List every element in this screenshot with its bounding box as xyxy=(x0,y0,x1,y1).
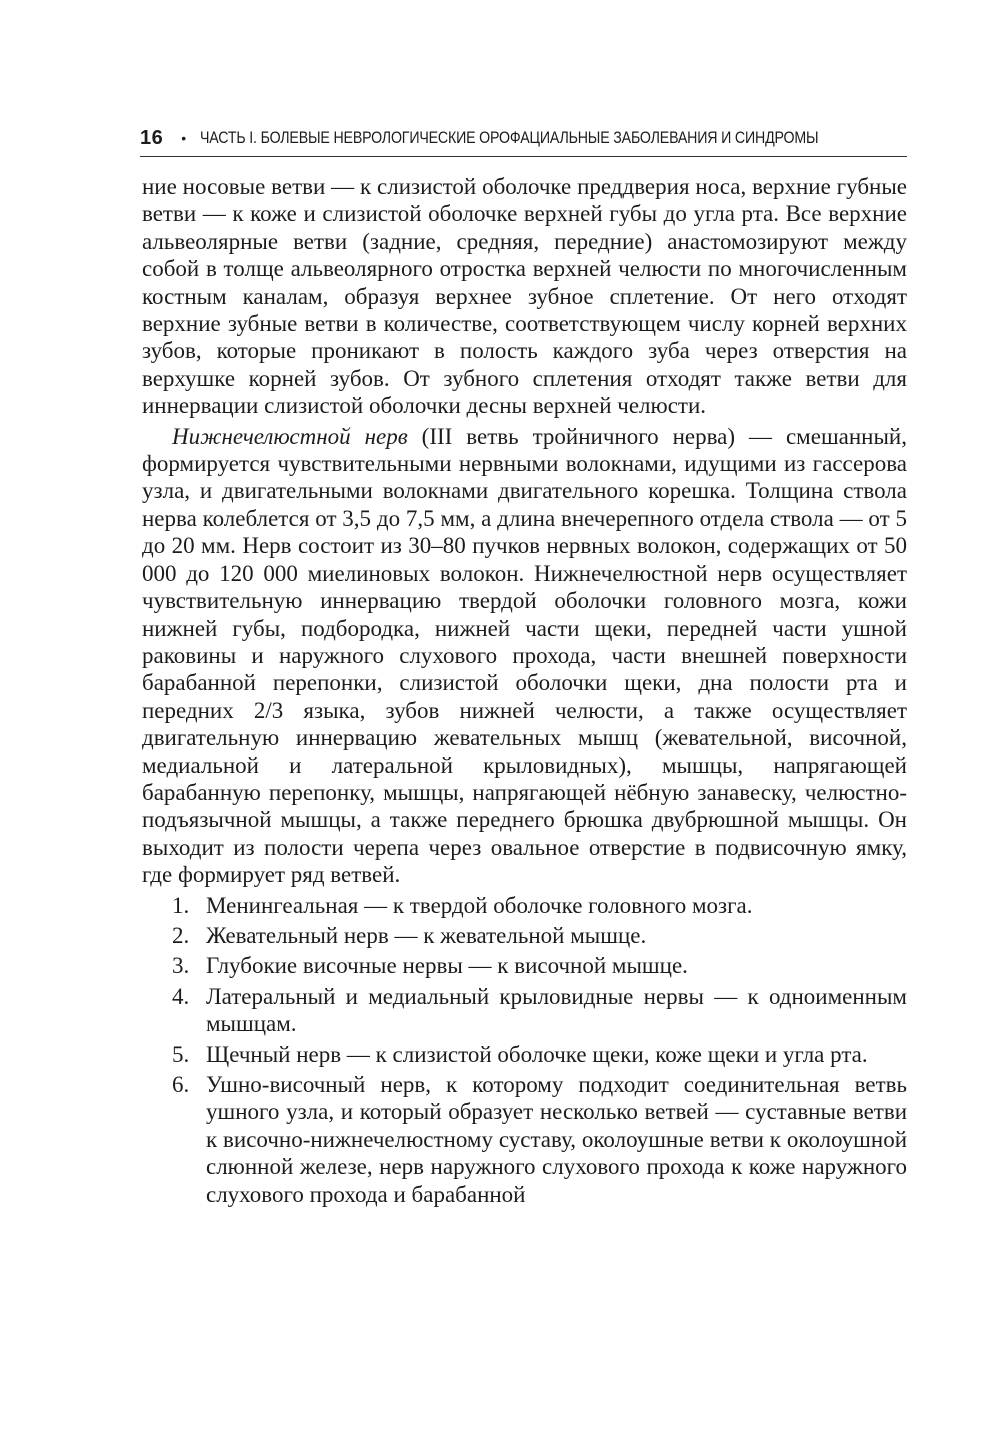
page-number: 16 xyxy=(140,126,164,149)
term-mandibular-nerve: Нижнечелюстной нерв xyxy=(172,423,408,449)
paragraph-mandibular-nerve xyxy=(142,423,907,889)
list-item xyxy=(142,1071,907,1208)
list-item-text: Ушно-височный нерв, к которому подходит соединительная ветвь ушного узла, и который образует несколько ветвей — суставные ветви к височно-нижнечелюстному суставу, околоушные ветви к околоушной слюнной железе, нерв наружного слухового прохода к коже наружного слухового прохода и барабанной xyxy=(206,1072,907,1207)
header-bullet: • xyxy=(181,130,187,146)
chapter-title: ЧАСТЬ I. БОЛЕВЫЕ НЕВРОЛОГИЧЕСКИЕ ОРОФАЦИАЛЬНЫЕ ЗАБОЛЕВАНИЯ И СИНДРОМЫ xyxy=(200,128,819,147)
list-item-text: Глубокие височные нервы — к височной мышце. xyxy=(206,953,688,979)
paragraph-upper-nerve-branches: ние носовые ветви — к слизистой оболочке преддверия носа, верхние губные ветви — к коже и слизистой оболочке верхней губы до угла рта. Все верхние альвеолярные ветви (задние, средняя, передние) анастомозируют между собой в толще альвеолярного отростка верхней челюсти по многочисленным костным каналам, образуя верхнее зубное сплетение. От него отходят верхние зубные ветви в количестве, соответствующем числу корней верхних зубов, которые проникают в полость каждого зуба через отверстия на верхушке корней зубов. От зубного сплетения отходят также ветви для иннервации слизистой оболочки десны верхней челюсти. xyxy=(142,174,907,419)
list-item xyxy=(142,1041,907,1068)
list-item-text: Жевательный нерв — к жевательной мышце. xyxy=(206,922,647,948)
list-item-number: 5. xyxy=(172,1041,190,1067)
paragraph-mandibular-nerve-text: (III ветвь тройничного нерва) — смешанный, формируется чувствительными нервными волокнами, идущими из гассерова узла, и двигательными волокнами двигательного корешка. Толщина ствола нерва колеблется от 3,5 до 7,5 мм, а длина внечерепного отдела ствола — от 5 до 20 мм. Нерв состоит из 30–80 пучков нервных волокон, содержащих от 50 000 до 120 000 миелиновых волокон. Нижнечелюстной нерв осуществляет чувствительную иннервацию твердой оболочки головного мозга, кожи нижней губы, подбородка, нижней части щеки, передней части ушной раковины и наружного слухового прохода, части внешней поверхности барабанной перепонки, слизистой оболочки щеки, дна полости рта и передних 2/3 языка, зубов нижней челюсти, а также осуществляет двигательную иннервацию жевательных мышц (жевательной, височной, медиальной и латеральной крыловидных), мышцы, напрягающей барабанную перепонку, мышцы, напрягающей нёбную занавеску, челюстно-подъязычной мышцы, а также переднего брюшка двубрюшной мышцы. Он выходит из полости черепа через овальное отверстие в подвисочную ямку, где формирует ряд ветвей. xyxy=(142,423,907,888)
list-item-text: Менингеальная — к твердой оболочке головного мозга. xyxy=(206,892,753,918)
running-header xyxy=(140,120,907,157)
list-item xyxy=(142,983,907,1038)
list-item-text: Латеральный и медиальный крыловидные нервы — к одноименным мышцам. xyxy=(206,983,907,1037)
list-item xyxy=(142,952,907,979)
list-item-number: 3. xyxy=(172,953,190,979)
list-item xyxy=(142,892,907,919)
list-item-number: 1. xyxy=(172,892,190,918)
branches-list xyxy=(142,892,907,1208)
list-item-number: 6. xyxy=(172,1072,190,1097)
list-item-text: Щечный нерв — к слизистой оболочке щеки, коже щеки и угла рта. xyxy=(206,1041,868,1067)
list-item xyxy=(142,922,907,949)
list-item-number: 2. xyxy=(172,922,190,948)
page-body xyxy=(142,173,907,1211)
list-item-number: 4. xyxy=(172,983,190,1009)
